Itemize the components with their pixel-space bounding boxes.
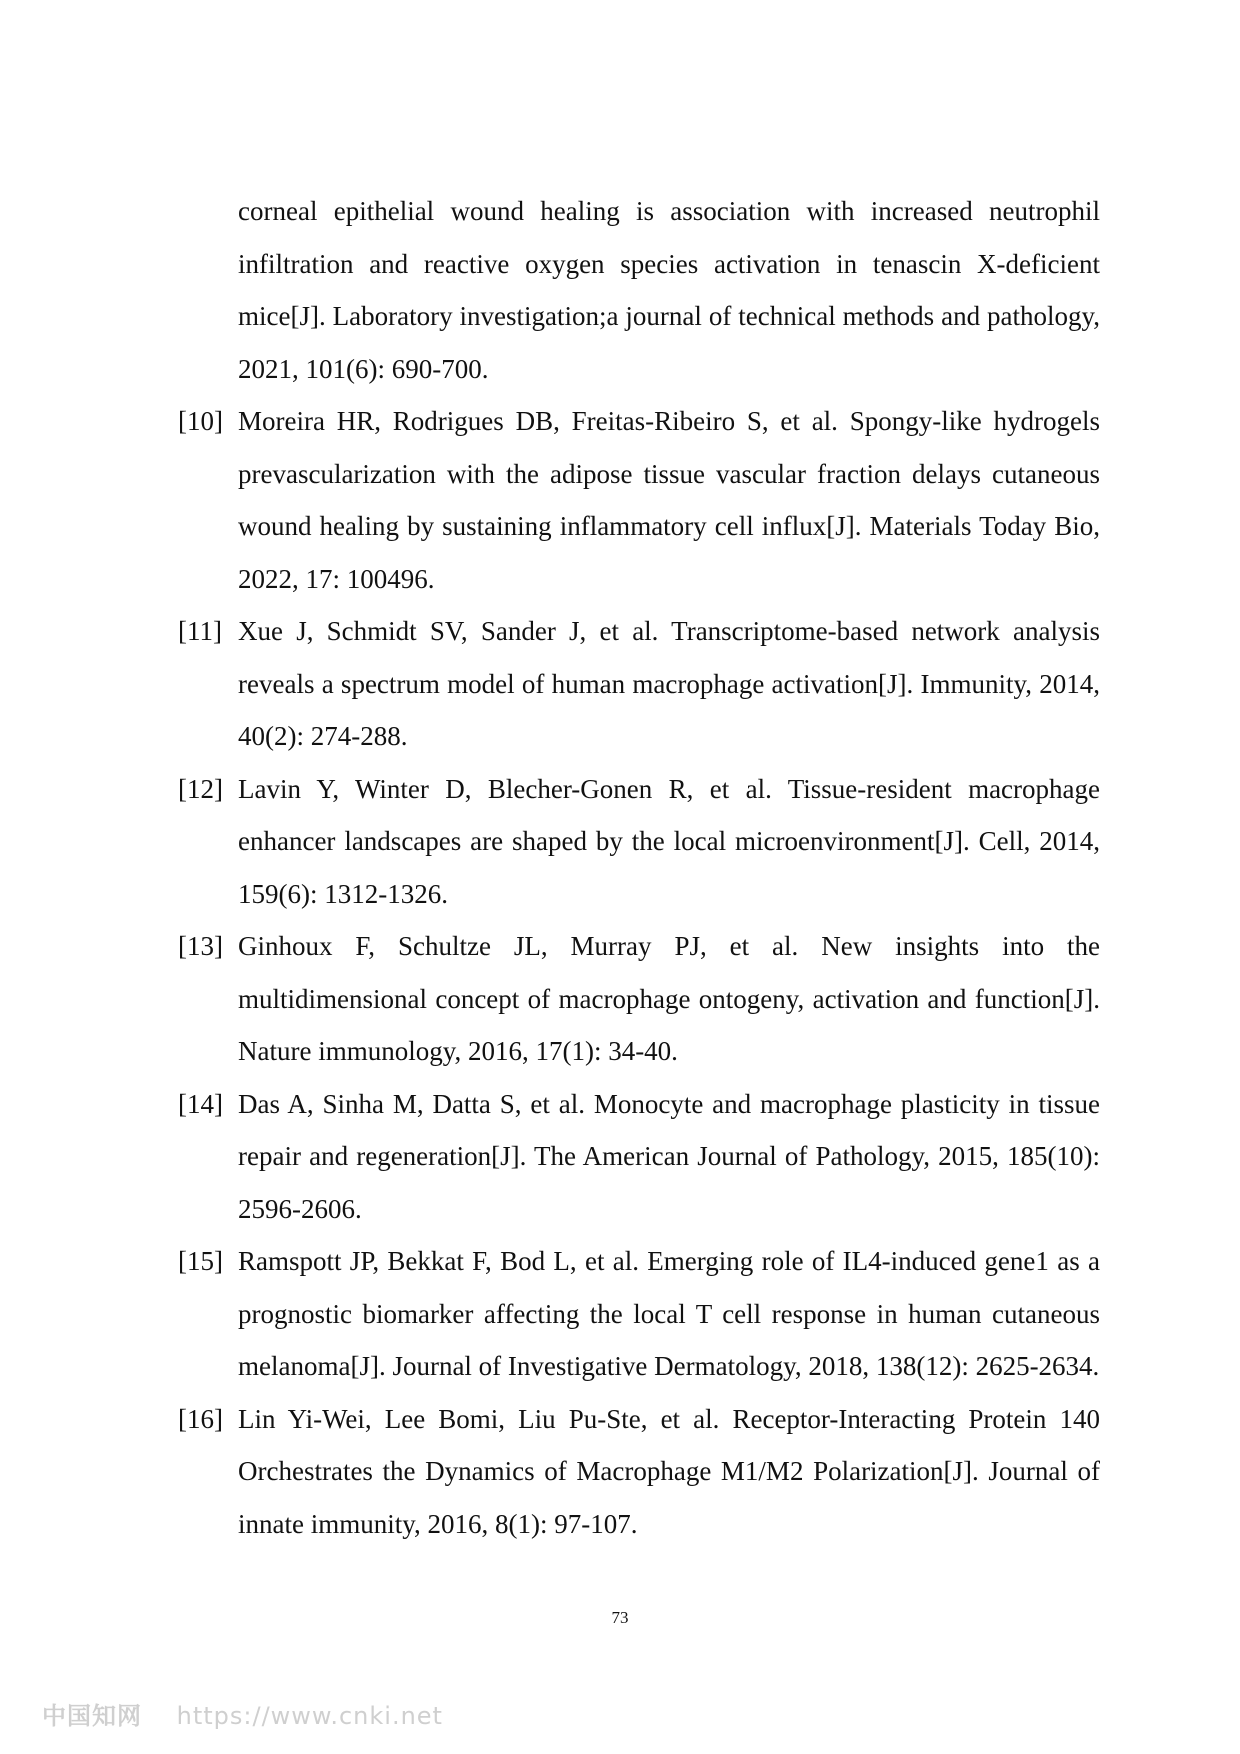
reference-number: [10] bbox=[178, 406, 223, 436]
reference-number: [14] bbox=[178, 1088, 223, 1119]
reference-item bbox=[178, 763, 1100, 921]
reference-number: [16] bbox=[178, 1403, 223, 1434]
reference-text: Ramspott JP, Bekkat F, Bod L, et al. Emerging role of IL4-induced gene1 as a prognostic biomarker affecting the local T cell response in human cutaneous melanoma[J]. Journal of Investigative Dermatology, 2018, 138(12): 2625-2634. bbox=[238, 1246, 1100, 1381]
watermark-url: https://www.cnki.net bbox=[176, 1702, 443, 1730]
page-number: 73 bbox=[611, 1608, 629, 1627]
reference-text: Ginhoux F, Schultze JL, Murray PJ, et al. New insights into the multidimensional concept of macrophage ontogeny, activation and function[J]. Nature immunology, 2016, 17(1): 34-40. bbox=[238, 931, 1100, 1066]
reference-text: Das A, Sinha M, Datta S, et al. Monocyte and macrophage plasticity in tissue repair and regeneration[J]. The American Journal of Pathology, 2015, 185(10): 2596-2606. bbox=[238, 1088, 1100, 1224]
reference-number: [15] bbox=[178, 1246, 223, 1276]
reference-item bbox=[178, 185, 1100, 395]
reference-number: [13] bbox=[178, 931, 223, 961]
reference-item bbox=[178, 1078, 1100, 1236]
reference-text: Moreira HR, Rodrigues DB, Freitas-Ribeiro S, et al. Spongy-like hydrogels prevascularization with the adipose tissue vascular fraction delays cutaneous wound healing by sustaining inflammatory cell influx[J]. Materials Today Bio, 2022, 17: 100496. bbox=[238, 406, 1100, 594]
watermark-cn-text: 中国知网 bbox=[42, 1702, 142, 1730]
reference-item bbox=[178, 605, 1100, 763]
reference-item bbox=[178, 1393, 1100, 1551]
reference-item bbox=[178, 920, 1100, 1078]
cnki-watermark bbox=[42, 1696, 443, 1731]
reference-item bbox=[178, 395, 1100, 605]
reference-list bbox=[178, 185, 1100, 1550]
reference-item bbox=[178, 1235, 1100, 1393]
reference-text: Lavin Y, Winter D, Blecher-Gonen R, et al. Tissue-resident macrophage enhancer landscapes are shaped by the local microenvironment[J]. Cell, 2014, 159(6): 1312-1326. bbox=[238, 773, 1100, 909]
reference-text: corneal epithelial wound healing is association with increased neutrophil infiltration and reactive oxygen species activation in tenascin X-deficient mice[J]. Laboratory investigation;a journal of technical methods and pathology, 2021, 101(6): 690-700. bbox=[238, 196, 1100, 384]
reference-text: Lin Yi-Wei, Lee Bomi, Liu Pu-Ste, et al. Receptor-Interacting Protein 140 Orchestrates the Dynamics of Macrophage M1/M2 Polarization[J]. Journal of innate immunity, 2016, 8(1): 97-107. bbox=[238, 1403, 1100, 1539]
reference-text: Xue J, Schmidt SV, Sander J, et al. Transcriptome-based network analysis reveals a spectrum model of human macrophage activation[J]. Immunity, 2014, 40(2): 274-288. bbox=[238, 616, 1100, 751]
reference-number: [11] bbox=[178, 616, 222, 646]
reference-number: [12] bbox=[178, 773, 223, 804]
